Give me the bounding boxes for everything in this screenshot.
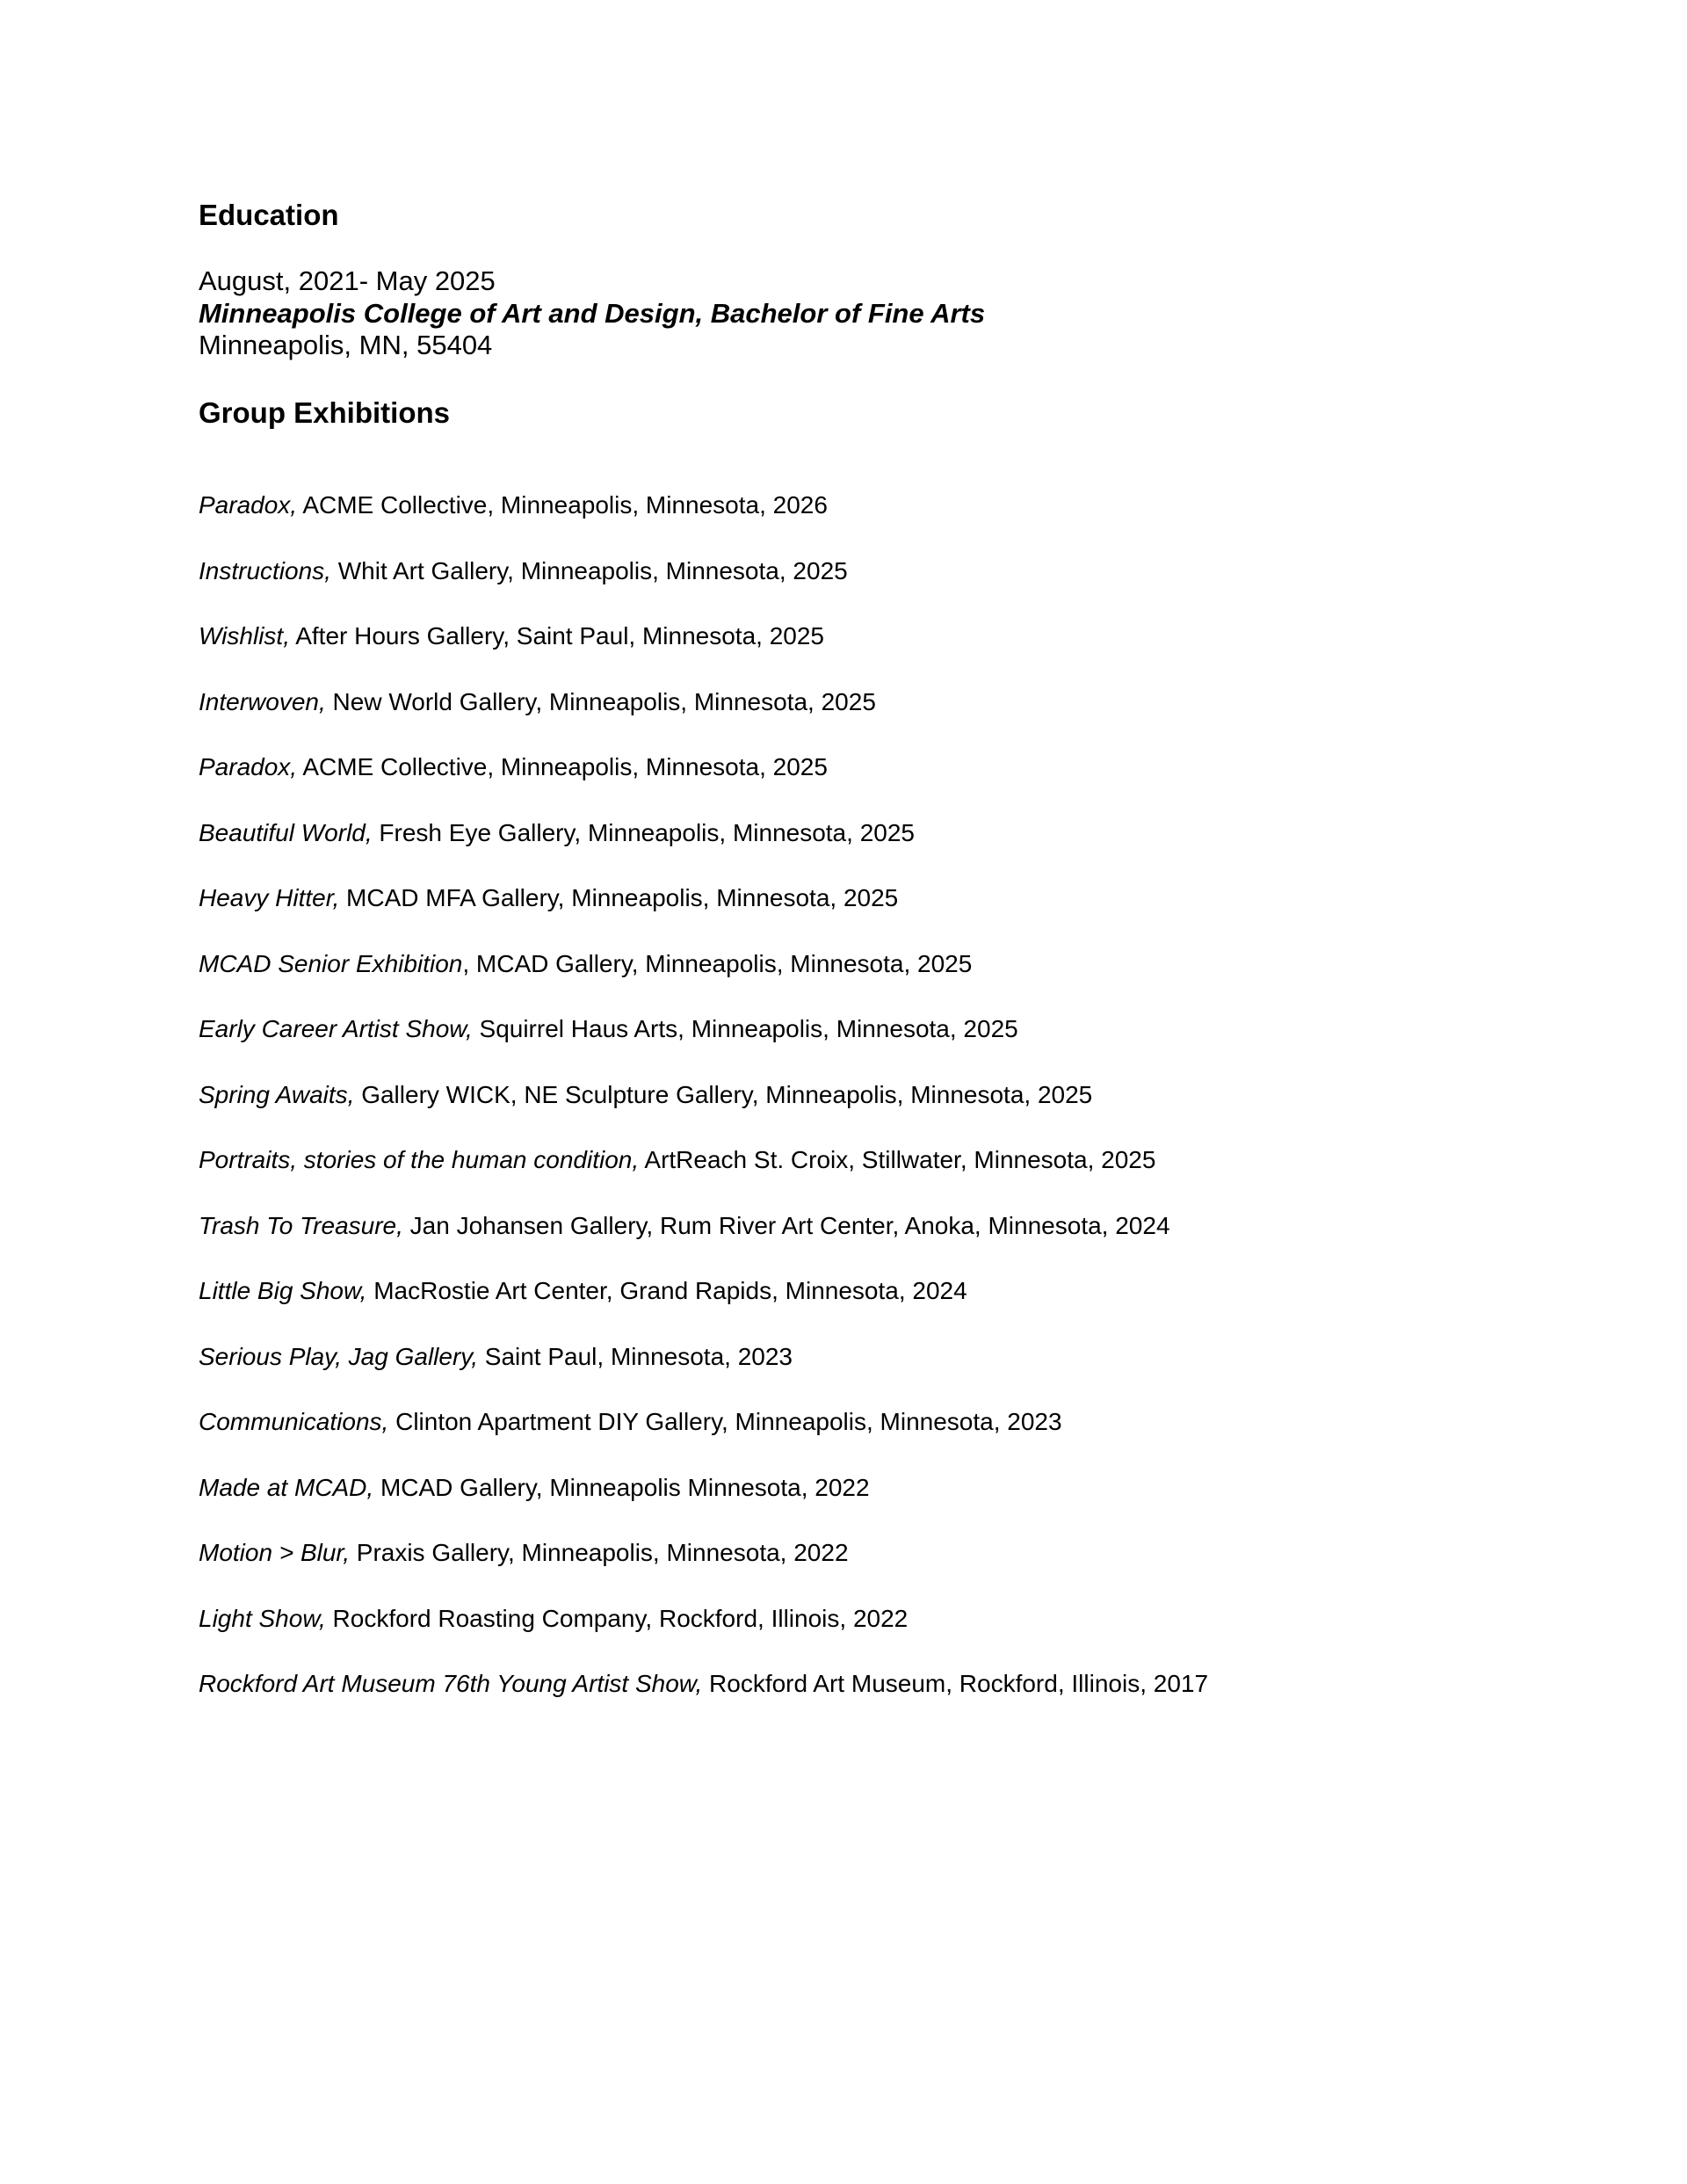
exhibition-item bbox=[199, 1455, 1208, 1521]
exhibition-venue: ArtReach St. Croix, Stillwater, Minnesota, 2025 bbox=[639, 1146, 1156, 1173]
exhibition-venue: Jan Johansen Gallery, Rum River Art Center, Anoka, Minnesota, 2024 bbox=[402, 1211, 1170, 1239]
exhibition-list bbox=[199, 473, 1208, 1717]
exhibition-venue: Clinton Apartment DIY Gallery, Minneapolis, Minnesota, 2023 bbox=[388, 1408, 1062, 1435]
exhibition-venue: Whit Art Gallery, Minneapolis, Minnesota, 2025 bbox=[330, 556, 848, 584]
exhibition-venue: MCAD MFA Gallery, Minneapolis, Minnesota, 2025 bbox=[339, 884, 899, 911]
exhibition-title: Communications, bbox=[199, 1408, 389, 1435]
exhibition-venue: After Hours Gallery, Saint Paul, Minnesota, 2025 bbox=[289, 622, 824, 649]
exhibition-venue: Saint Paul, Minnesota, 2023 bbox=[477, 1342, 793, 1370]
group-exhibitions-heading: Group Exhibitions bbox=[199, 396, 450, 429]
exhibition-title: Light Show, bbox=[199, 1604, 326, 1632]
exhibition-title: Paradox, bbox=[199, 491, 298, 519]
exhibition-venue: Gallery WICK, NE Sculpture Gallery, Minneapolis, Minnesota, 2025 bbox=[354, 1080, 1093, 1108]
exhibition-venue: Fresh Eye Gallery, Minneapolis, Minnesota, 2025 bbox=[372, 818, 915, 846]
exhibition-item bbox=[199, 1651, 1208, 1717]
exhibition-item bbox=[199, 1128, 1208, 1194]
exhibition-item bbox=[199, 1389, 1208, 1455]
education-degree: Minneapolis College of Art and Design, Bachelor of Fine Arts bbox=[199, 297, 986, 329]
exhibition-item bbox=[199, 801, 1208, 867]
education-heading: Education bbox=[199, 199, 339, 231]
exhibition-item bbox=[199, 539, 1208, 605]
exhibition-venue: ACME Collective, Minneapolis, Minnesota, 2025 bbox=[297, 753, 828, 780]
exhibition-venue: Squirrel Haus Arts, Minneapolis, Minnesota, 2025 bbox=[472, 1015, 1018, 1042]
exhibition-venue: , MCAD Gallery, Minneapolis, Minnesota, 2025 bbox=[462, 949, 973, 977]
exhibition-title: Portraits, stories of the human condition, bbox=[199, 1146, 640, 1173]
exhibition-venue: Rockford Art Museum, Rockford, Illinois, 2017 bbox=[702, 1670, 1209, 1697]
exhibition-title: Little Big Show, bbox=[199, 1277, 367, 1304]
exhibition-item bbox=[199, 866, 1208, 932]
exhibition-item bbox=[199, 1063, 1208, 1128]
exhibition-title: Instructions, bbox=[199, 556, 331, 584]
exhibition-item bbox=[199, 1520, 1208, 1586]
exhibition-item bbox=[199, 932, 1208, 998]
exhibition-venue: MCAD Gallery, Minneapolis Minnesota, 2022 bbox=[373, 1473, 870, 1501]
exhibition-item bbox=[199, 1194, 1208, 1259]
exhibition-venue: ACME Collective, Minneapolis, Minnesota, 2026 bbox=[297, 491, 828, 519]
exhibition-title: Serious Play, Jag Gallery, bbox=[199, 1342, 478, 1370]
education-location: Minneapolis, MN, 55404 bbox=[199, 330, 493, 360]
exhibition-venue: New World Gallery, Minneapolis, Minnesota, 2025 bbox=[325, 687, 876, 715]
exhibition-item bbox=[199, 473, 1208, 539]
exhibition-title: Made at MCAD, bbox=[199, 1473, 374, 1501]
exhibition-item bbox=[199, 1324, 1208, 1390]
exhibition-title: MCAD Senior Exhibition bbox=[199, 949, 463, 977]
education-dates: August, 2021- May 2025 bbox=[199, 265, 496, 296]
exhibition-item bbox=[199, 1259, 1208, 1324]
exhibition-item bbox=[199, 997, 1208, 1063]
exhibition-title: Interwoven, bbox=[199, 687, 326, 715]
exhibition-title: Early Career Artist Show, bbox=[199, 1015, 473, 1042]
exhibition-item bbox=[199, 604, 1208, 670]
exhibition-venue: Praxis Gallery, Minneapolis, Minnesota, 2022 bbox=[349, 1539, 849, 1566]
exhibition-item bbox=[199, 1586, 1208, 1652]
education-entry bbox=[199, 265, 985, 362]
exhibition-title: Heavy Hitter, bbox=[199, 884, 340, 911]
exhibition-title: Rockford Art Museum 76th Young Artist Show, bbox=[199, 1670, 703, 1697]
exhibition-title: Wishlist, bbox=[199, 622, 290, 649]
exhibition-title: Spring Awaits, bbox=[199, 1080, 355, 1108]
exhibition-title: Motion > Blur, bbox=[199, 1539, 350, 1566]
exhibition-title: Trash To Treasure, bbox=[199, 1211, 403, 1239]
exhibition-item bbox=[199, 670, 1208, 736]
exhibition-title: Beautiful World, bbox=[199, 818, 373, 846]
exhibition-title: Paradox, bbox=[199, 753, 298, 780]
exhibition-venue: MacRostie Art Center, Grand Rapids, Minnesota, 2024 bbox=[366, 1277, 967, 1304]
exhibition-venue: Rockford Roasting Company, Rockford, Illinois, 2022 bbox=[325, 1604, 909, 1632]
exhibition-item bbox=[199, 735, 1208, 801]
